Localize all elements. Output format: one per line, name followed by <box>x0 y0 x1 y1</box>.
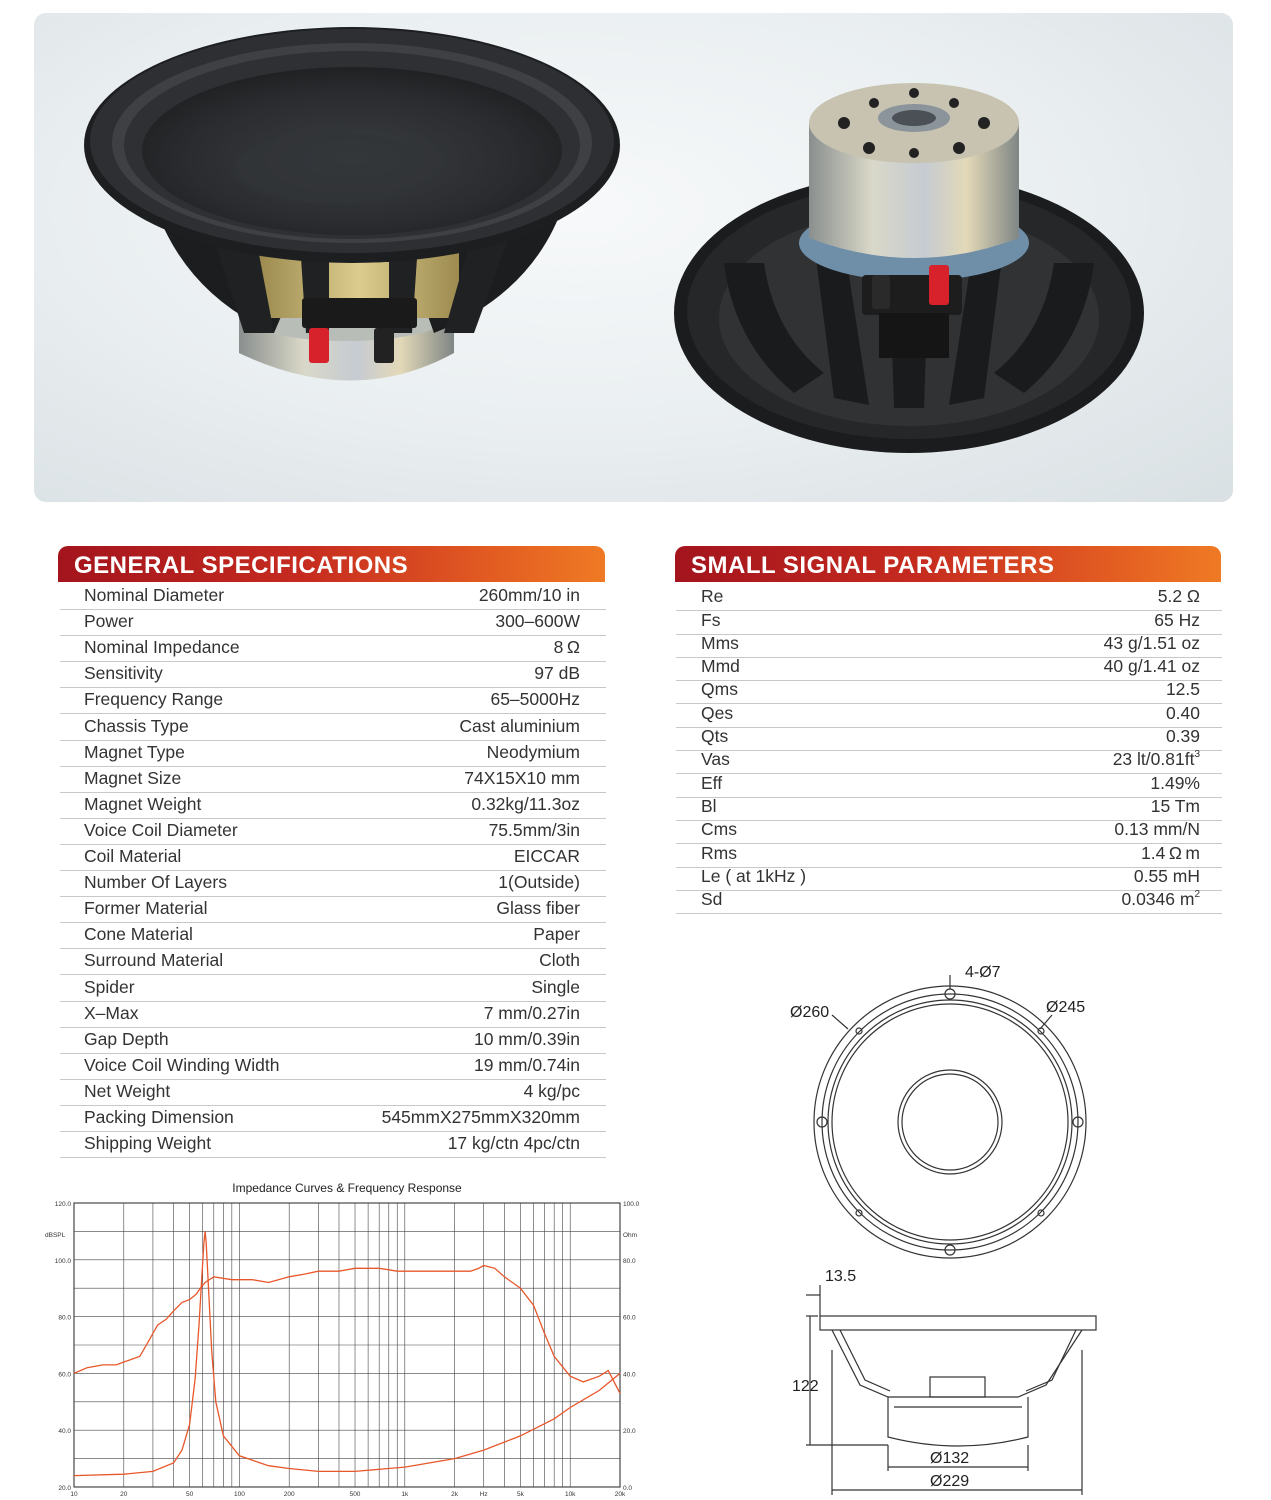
general-spec-name: Packing Dimension <box>84 1106 234 1127</box>
outer-diameter-label: Ø260 <box>790 1004 830 1021</box>
small-signal-value-text: 1.49% <box>1150 772 1200 793</box>
small-signal-row <box>676 681 1222 704</box>
small-signal-value <box>1114 819 1200 840</box>
general-spec-value-text: 17 kg/ctn 4pc/ctn <box>447 1133 580 1154</box>
left-tick-label: 40.0 <box>58 1428 71 1436</box>
general-spec-name: Power <box>84 611 134 632</box>
small-signal-name: Re <box>701 586 724 607</box>
small-signal-row <box>676 891 1222 914</box>
small-signal-row <box>676 751 1222 774</box>
general-spec-name: Gap Depth <box>84 1028 169 1049</box>
general-spec-value-text: 8 Ω <box>553 637 580 658</box>
general-spec-row <box>60 949 606 975</box>
small-signal-row <box>676 658 1222 681</box>
small-signal-name: Qes <box>701 702 734 723</box>
chart-title: Impedance Curves & Frequency Response <box>232 1181 462 1195</box>
general-spec-value <box>496 898 580 919</box>
general-spec-value <box>474 1055 580 1076</box>
general-spec-value <box>448 1133 580 1154</box>
x-tick-label: 500 <box>349 1491 361 1498</box>
left-tick-label: 80.0 <box>58 1314 71 1322</box>
general-spec-value <box>533 924 580 945</box>
x-tick-label: 5k <box>516 1491 524 1498</box>
general-spec-name: Surround Material <box>84 950 224 971</box>
small-signal-value-text: 0.55 mH <box>1133 865 1200 886</box>
general-spec-row <box>60 767 606 793</box>
small-signal-value <box>1154 610 1200 631</box>
small-signal-name: Cms <box>701 819 737 840</box>
general-spec-name: Cone Material <box>84 924 193 945</box>
general-spec-value-text: 74X15X10 mm <box>464 767 580 788</box>
small-signal-value-text: 12.5 <box>1165 679 1200 700</box>
small-signal-value-text: 0.13 mm/N <box>1114 819 1200 840</box>
general-spec-value-text: 65–5000Hz <box>490 689 580 710</box>
general-spec-name: Voice Coil Diameter <box>84 819 238 840</box>
general-spec-value <box>471 794 580 815</box>
x-tick-label: 20k <box>614 1491 626 1498</box>
general-spec-value <box>531 977 580 998</box>
speaker-photos <box>34 13 1233 502</box>
general-spec-row <box>60 871 606 897</box>
general-spec-row <box>60 1106 606 1132</box>
small-signal-name: Vas <box>701 749 730 770</box>
product-photo-panel <box>34 13 1233 502</box>
small-signal-value-text: 40 g/1.41 oz <box>1103 656 1200 677</box>
basket-diameter-label: Ø229 <box>930 1473 970 1490</box>
general-spec-value-text: 7 mm/0.27in <box>483 1002 580 1023</box>
small-signal-name: Qts <box>701 726 729 747</box>
general-spec-name: Chassis Type <box>84 715 189 736</box>
x-tick-label: 20 <box>120 1491 128 1498</box>
general-spec-value-text: 300–600W <box>495 611 580 632</box>
general-spec-row <box>60 1002 606 1028</box>
small-signal-row <box>676 588 1222 611</box>
general-spec-value-text: 4 kg/pc <box>523 1080 580 1101</box>
general-spec-row <box>60 793 606 819</box>
right-tick-label: 60.0 <box>623 1314 636 1322</box>
general-spec-row <box>60 714 606 740</box>
general-spec-value <box>484 1003 580 1024</box>
general-spec-row <box>60 1132 606 1158</box>
flange-label: 13.5 <box>825 1268 857 1285</box>
small-signal-name: Eff <box>701 772 723 793</box>
general-spec-name: Former Material <box>84 898 208 919</box>
general-spec-value <box>459 716 580 737</box>
general-spec-value <box>490 689 580 710</box>
small-signal-row <box>676 821 1222 844</box>
general-spec-row <box>60 975 606 1001</box>
small-signal-row <box>676 795 1222 821</box>
x-tick-label: Hz <box>479 1491 488 1498</box>
small-signal-parameters-header <box>675 546 1221 582</box>
x-tick-label: 1k <box>401 1491 409 1498</box>
small-signal-value-superscript: 2 <box>1194 889 1200 901</box>
general-spec-value-text: EICCAR <box>513 846 580 867</box>
general-spec-value-text: 75.5mm/3in <box>488 819 580 840</box>
general-spec-name: Voice Coil Winding Width <box>84 1054 280 1075</box>
small-signal-value <box>1166 703 1200 724</box>
small-signal-row <box>676 632 1222 658</box>
small-signal-value-text: 43 g/1.51 oz <box>1103 632 1200 653</box>
small-signal-row <box>676 774 1222 797</box>
general-spec-value-text: Glass fiber <box>496 898 580 919</box>
general-spec-row <box>60 636 606 662</box>
x-tick-label: 2k <box>451 1491 459 1498</box>
x-tick-label: 100 <box>233 1491 245 1498</box>
right-tick-label: 100.0 <box>623 1201 640 1208</box>
small-signal-value-text: 0.40 <box>1165 702 1200 723</box>
small-signal-name: Rms <box>701 842 737 863</box>
general-spec-name: Shipping Weight <box>84 1133 212 1154</box>
inner-diameter-label: Ø245 <box>1046 999 1086 1016</box>
small-signal-value-text: 65 Hz <box>1154 609 1200 630</box>
small-signal-value-text: 0.39 <box>1165 726 1200 747</box>
general-spec-row <box>60 1054 606 1080</box>
general-spec-name: Sensitivity <box>84 663 163 684</box>
right-tick-label: 80.0 <box>623 1257 636 1265</box>
general-spec-value <box>534 663 580 684</box>
frequency-response-line <box>74 1266 620 1394</box>
left-tick-label: 20.0 <box>58 1485 71 1492</box>
speaker-rear-photo <box>674 83 1144 453</box>
small-signal-row <box>676 865 1222 891</box>
general-spec-value <box>524 1081 580 1102</box>
general-spec-row <box>60 845 606 871</box>
general-spec-name: Frequency Range <box>84 689 224 710</box>
x-tick-label: 10k <box>564 1491 576 1498</box>
small-signal-name: Sd <box>701 889 723 910</box>
general-spec-value-text: 19 mm/0.74in <box>473 1054 580 1075</box>
general-spec-name: Nominal Diameter <box>84 585 225 606</box>
right-tick-label: 20.0 <box>623 1428 636 1436</box>
general-spec-value <box>479 585 580 606</box>
left-tick-label: 100.0 <box>54 1257 71 1265</box>
small-signal-name: Mmd <box>701 656 740 677</box>
general-spec-value-text: Neodymium <box>486 741 580 762</box>
general-spec-name: Coil Material <box>84 846 182 867</box>
general-spec-value <box>382 1107 580 1128</box>
general-spec-value-text: Paper <box>533 924 580 945</box>
small-signal-name: Mms <box>701 632 739 653</box>
general-spec-name: Spider <box>84 976 135 997</box>
small-signal-row <box>676 844 1222 867</box>
small-signal-value-superscript: 3 <box>1194 749 1200 761</box>
general-spec-value-text: 10 mm/0.39in <box>473 1028 580 1049</box>
x-tick-label: 200 <box>283 1491 295 1498</box>
dimension-drawings <box>770 955 1130 1500</box>
left-unit-label: dBSPL <box>45 1232 66 1239</box>
small-signal-value-text: 23 lt/0.81ft <box>1112 749 1195 770</box>
general-spec-value-text: 0.32kg/11.3oz <box>471 793 580 814</box>
magnet-diameter-label: Ø132 <box>930 1450 970 1467</box>
small-signal-value <box>1104 633 1200 654</box>
small-signal-value <box>1158 586 1200 607</box>
small-signal-name: Fs <box>701 609 721 630</box>
small-signal-value-text: 0.0346 m <box>1121 889 1195 910</box>
chart-svg <box>40 1175 640 1500</box>
general-spec-row <box>60 897 606 923</box>
small-signal-value <box>1150 773 1200 794</box>
general-spec-row <box>60 741 606 767</box>
general-spec-value <box>514 846 580 867</box>
general-spec-value-text: Single <box>531 976 580 997</box>
general-spec-value <box>489 820 580 841</box>
general-spec-name: Net Weight <box>84 1080 171 1101</box>
general-spec-row <box>60 584 606 610</box>
right-tick-label: 0.0 <box>623 1485 633 1492</box>
impedance-curve-line <box>74 1231 620 1475</box>
general-spec-value <box>539 950 580 971</box>
small-signal-row <box>676 611 1222 634</box>
right-unit-label: Ohm <box>623 1232 638 1239</box>
small-signal-value-text: 15 Tm <box>1150 795 1200 816</box>
general-spec-value-text: Cast aluminium <box>459 715 580 736</box>
small-signal-name: Qms <box>701 679 738 700</box>
general-spec-name: X–Max <box>84 1002 139 1023</box>
small-signal-row <box>676 728 1222 751</box>
general-spec-name: Magnet Weight <box>84 793 202 814</box>
right-tick-label: 40.0 <box>623 1371 636 1379</box>
left-tick-label: 60.0 <box>58 1371 71 1379</box>
general-spec-row <box>60 688 606 714</box>
small-signal-value <box>1134 866 1200 887</box>
small-signal-value-text: 1.4 Ω m <box>1141 842 1200 863</box>
general-spec-row <box>60 1080 606 1106</box>
small-signal-parameters-title: SMALL SIGNAL PARAMETERS <box>691 552 1055 579</box>
small-signal-parameters-table <box>676 588 1222 914</box>
general-spec-value-text: 260mm/10 in <box>478 585 580 606</box>
top-view-drawing <box>814 975 1086 1258</box>
small-signal-value <box>1166 726 1200 747</box>
small-signal-name: Bl <box>701 795 717 816</box>
general-spec-row <box>60 819 606 845</box>
general-spec-value <box>495 611 580 632</box>
general-spec-row <box>60 1028 606 1054</box>
small-signal-value <box>1121 889 1200 910</box>
small-signal-value <box>1141 843 1200 864</box>
x-tick-label: 50 <box>185 1491 194 1498</box>
general-spec-name: Number Of Layers <box>84 872 227 893</box>
general-spec-value <box>487 742 580 763</box>
small-signal-value <box>1113 749 1200 770</box>
x-tick-label: 10 <box>70 1491 78 1498</box>
general-spec-value-text: 97 dB <box>534 663 580 684</box>
height-label: 122 <box>792 1378 819 1395</box>
general-spec-value <box>554 637 580 658</box>
general-specifications-title: GENERAL SPECIFICATIONS <box>74 552 409 579</box>
impedance-frequency-chart <box>40 1175 640 1500</box>
general-spec-value <box>474 1029 580 1050</box>
general-specifications-table <box>60 584 606 1158</box>
small-signal-value <box>1166 679 1200 700</box>
general-spec-value-text: Cloth <box>539 950 580 971</box>
general-specifications-header <box>58 546 605 582</box>
dimension-drawing-svg <box>770 955 1130 1500</box>
general-spec-value <box>498 872 580 893</box>
general-spec-value-text: 545mmX275mmX320mm <box>381 1106 580 1127</box>
small-signal-name: Le ( at 1kHz ) <box>701 865 807 886</box>
general-spec-value <box>464 768 580 789</box>
small-signal-value <box>1104 656 1200 677</box>
speaker-front-photo <box>84 27 620 381</box>
general-spec-name: Magnet Size <box>84 767 182 788</box>
holes-label: 4-Ø7 <box>965 964 1001 981</box>
general-spec-name: Nominal Impedance <box>84 637 240 658</box>
left-tick-label: 120.0 <box>54 1201 71 1208</box>
general-spec-name: Magnet Type <box>84 741 185 762</box>
small-signal-value-text: 5.2 Ω <box>1157 586 1200 607</box>
small-signal-value <box>1151 796 1200 817</box>
general-spec-row <box>60 923 606 949</box>
general-spec-value-text: 1(Outside) <box>498 872 580 893</box>
small-signal-row <box>676 704 1222 727</box>
general-spec-row <box>60 610 606 636</box>
general-spec-row <box>60 662 606 688</box>
